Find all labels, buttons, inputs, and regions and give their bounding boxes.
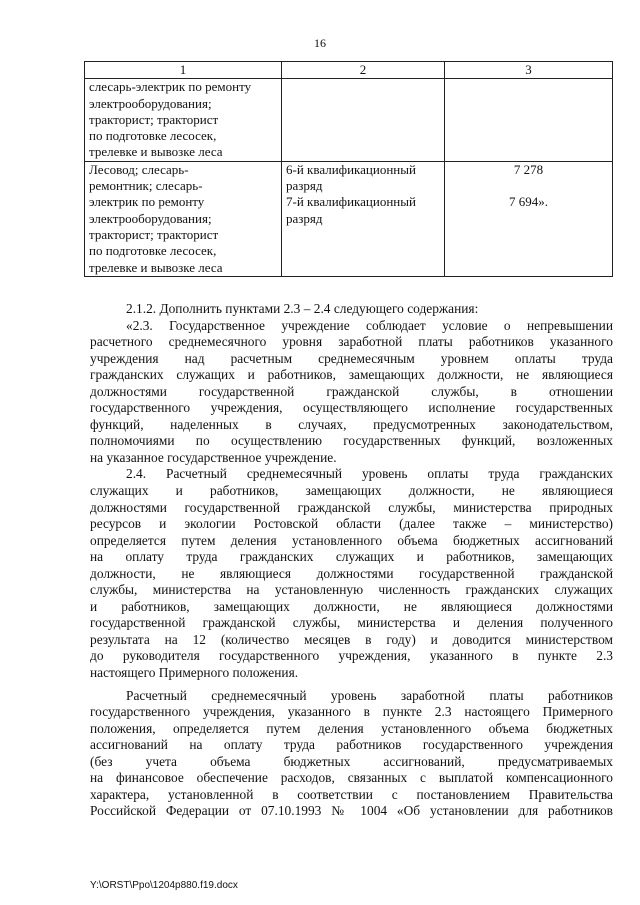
table-cell-line: тракторист; тракторист	[89, 226, 219, 242]
table-cell-line: по подготовке лесосек,	[89, 243, 217, 259]
paragraph-line: (без учета объема бюджетных ассигнований, предусматриваемых	[90, 753, 613, 769]
paragraph-line: учреждения над расчетным среднемесячным уровнем оплаты труда	[90, 350, 613, 366]
paragraph-line: функций, наделенных в случаях, предусмотренных законодательством,	[90, 416, 613, 432]
paragraph-line: службы, министерства на установленную численность гражданских служащих	[90, 582, 613, 598]
paragraph-line: расчетного среднемесячного уровня заработной платы работников указанного	[90, 334, 613, 350]
table-row	[85, 161, 613, 276]
table-row	[85, 79, 613, 161]
table-cell-line: разряд	[286, 178, 323, 194]
table-cell-line	[449, 178, 608, 194]
paragraph	[90, 688, 613, 820]
paragraph-line: на указанное государственное учреждение.	[90, 449, 337, 465]
paragraph-line: характера, установленной в соответствии с постановлением Правительства	[90, 786, 613, 802]
paragraph-line: должностями государственной гражданской службы, министерства природных	[90, 499, 613, 515]
table-cell-line: разряд	[286, 210, 323, 226]
table-cell-line: электрик по ремонту	[89, 194, 205, 210]
paragraph-line: Расчетный среднемесячный уровень заработной платы работников	[126, 687, 613, 703]
table-cell-line: 7 694».	[509, 194, 548, 210]
paragraph-line: на финансовое обеспечение расходов, связанных с выплатой компенсационного	[90, 770, 613, 786]
paragraph-line: государственной гражданской службы, министерства и деления полученного	[90, 615, 613, 631]
table-cell-line: электрооборудования;	[89, 95, 212, 111]
table-header-col-1: 1	[85, 62, 282, 79]
table-cell-grade	[282, 161, 445, 276]
paragraph-line: должностями государственной гражданской службы, в отношении	[90, 383, 613, 399]
paragraph-line: полномочиями по осуществлению государственных функций, возложенных	[90, 433, 613, 449]
salary-table	[84, 61, 613, 277]
paragraph-line: определяется путем деления установленного объема бюджетных ассигнований	[90, 532, 613, 548]
paragraph-line: «2.3. Государственное учреждение соблюдает условие о непревышении	[126, 317, 613, 333]
table-cell-position	[85, 161, 282, 276]
paragraph-line: гражданских служащих и работников, замещающих должности, не являющиеся	[90, 367, 613, 383]
paragraph-line: ассигнований на оплату труда работников государственного учреждения	[90, 737, 613, 753]
paragraph-line: и работников, замещающих должности, не являющиеся должностями	[90, 598, 613, 614]
table-cell-line: электрооборудования;	[89, 210, 212, 226]
paragraph-line: положения, определяется путем деления установленного объема бюджетных	[90, 720, 613, 736]
table-header-row	[85, 62, 613, 79]
paragraph-line: 2.1.2. Дополнить пунктами 2.3 – 2.4 следующего содержания:	[126, 301, 479, 316]
footer-file-path: Y:\ORST\Ppo\1204p880.f19.docx	[90, 880, 238, 891]
paragraph-line: на оплату труда гражданских служащих и работников, замещающих	[90, 549, 613, 565]
page-number: 16	[314, 36, 326, 50]
paragraph-line: результата на 12 (количество месяцев в году) и доводится министерством	[90, 631, 613, 647]
table-cell-position	[85, 79, 282, 161]
table-cell-line: Лесовод; слесарь-	[89, 161, 189, 177]
table-cell-line: трелевке и вывозке леса	[89, 259, 223, 275]
paragraph-line: 2.4. Расчетный среднемесячный уровень оплаты труда гражданских	[126, 466, 613, 482]
paragraph-line: настоящего Примерного положения.	[90, 665, 299, 681]
paragraph	[90, 318, 613, 467]
table-cell-line: трелевке и вывозке леса	[89, 144, 223, 160]
table-cell-line: 6-й квалификационный	[286, 161, 416, 177]
paragraph-line: до руководителя государственного учреждения, указанного в пункте 2.3	[90, 648, 613, 664]
table-cell-line: 7 278	[513, 161, 544, 177]
table-cell-line: слесарь-электрик по ремонту	[89, 79, 252, 95]
table-header-col-2: 2	[282, 62, 445, 79]
paragraph	[90, 466, 613, 681]
table-cell-salary	[445, 161, 613, 276]
paragraph	[90, 301, 613, 318]
paragraph-line: государственного учреждения, осуществляющего исполнение государственных	[90, 400, 613, 416]
table-header-col-3: 3	[445, 62, 613, 79]
paragraph-line: государственного учреждения, указанного в пункте 2.3 настоящего Примерного	[90, 704, 613, 720]
table-cell-line: тракторист; тракторист	[89, 111, 219, 127]
paragraph-line: Российской Федерации от 07.10.1993 № 1004 «Об установлении для работников	[90, 803, 613, 819]
table-cell-grade	[282, 79, 445, 161]
document-body	[90, 301, 613, 820]
paragraph-line: должности, не являющиеся должностями государственной гражданской	[90, 565, 613, 581]
paragraph-line: служащих и работников, замещающих должности, не являющиеся	[90, 483, 613, 499]
table-cell-line: по подготовке лесосек,	[89, 128, 217, 144]
paragraph-line: ресурсов и экологии Ростовской области (далее также – министерство)	[90, 516, 613, 532]
table-cell-line: 7-й квалификационный	[286, 194, 416, 210]
table-cell-salary	[445, 79, 613, 161]
table-cell-line: ремонтник; слесарь-	[89, 178, 203, 194]
